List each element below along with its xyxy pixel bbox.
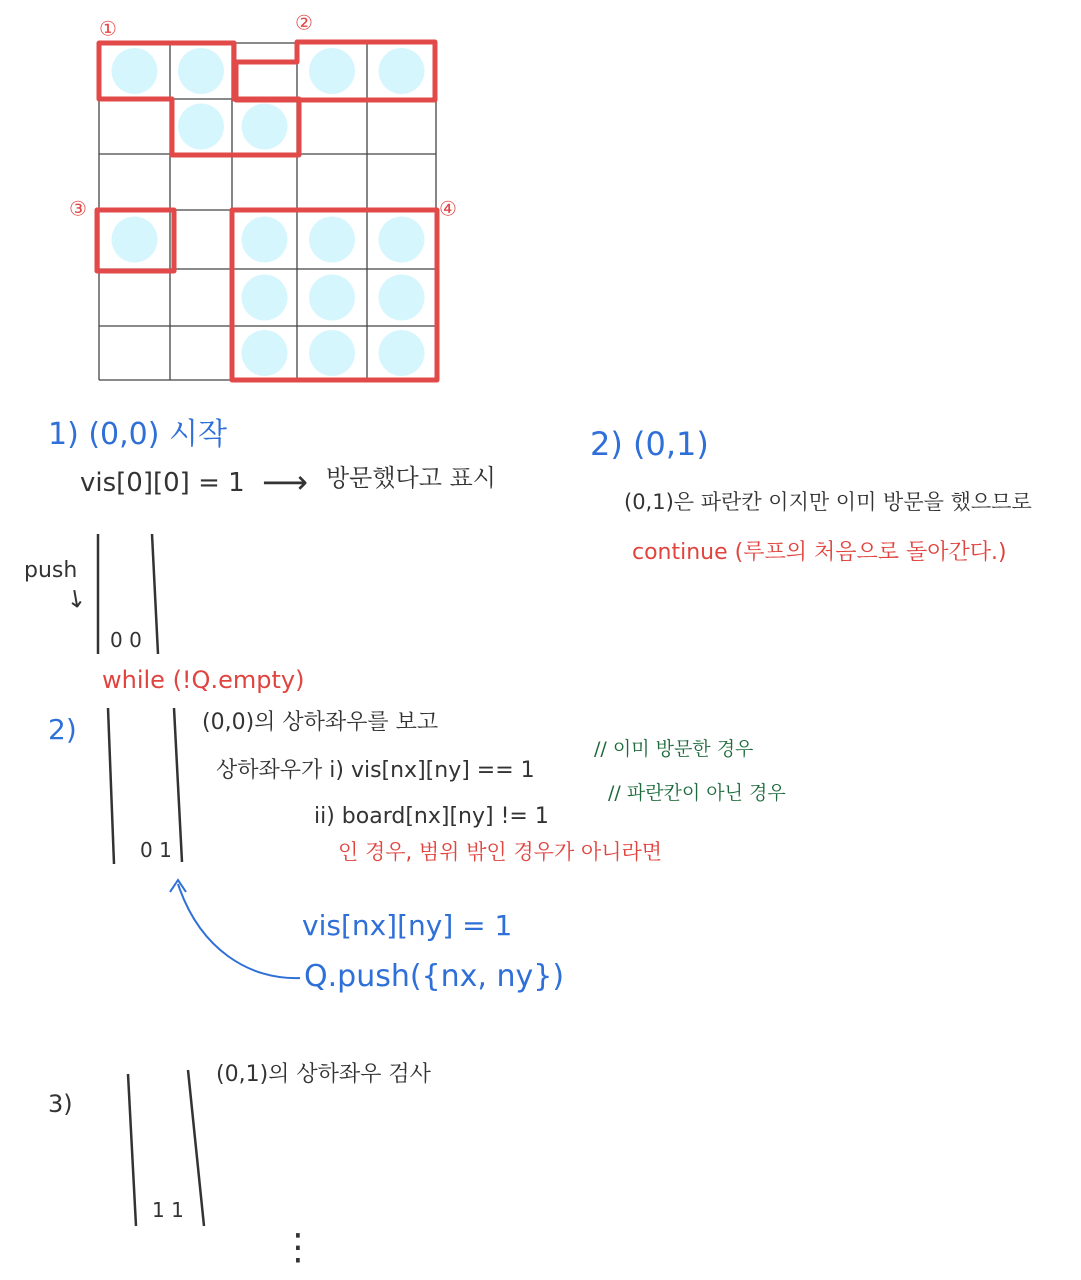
region-label: ① [99, 16, 117, 41]
right-title: 2) (0,1) [590, 425, 709, 463]
filled-cell [242, 275, 288, 321]
region-label: ② [295, 10, 313, 35]
step2-line2: 상하좌우가 i) vis[nx][ny] == 1 [216, 758, 535, 783]
queue-1-value: 0 0 [110, 628, 142, 652]
continuation-dots: ⋮ [280, 1227, 316, 1268]
step1-code: vis[0][0] = 1 [80, 468, 245, 498]
filled-cell [309, 275, 355, 321]
filled-cell [379, 48, 425, 94]
while-loop: while (!Q.empty) [102, 666, 305, 694]
step2-comment2: // 이미 방문한 경우 [594, 738, 754, 760]
filled-cell [178, 104, 224, 150]
filled-cell [379, 330, 425, 376]
push-arrow: ↘ [59, 580, 93, 616]
step2-line1: (0,0)의 상하좌우를 보고 [202, 710, 439, 735]
queue-2-value: 0 1 [140, 838, 172, 862]
filled-cell [379, 275, 425, 321]
step2-code2: Q.push({nx, ny}) [304, 959, 565, 994]
filled-cell [178, 48, 224, 94]
filled-cell [379, 217, 425, 263]
step1-title: 1) (0,0) 시작 [48, 417, 227, 452]
step2-comment3: // 파란칸이 아닌 경우 [608, 782, 786, 804]
step1-comment: 방문했다고 표시 [326, 464, 496, 492]
curved-arrow [160, 870, 320, 990]
region-label: ④ [439, 196, 457, 221]
filled-cell [242, 217, 288, 263]
push-label: push [24, 558, 78, 583]
step2-line4: 인 경우, 범위 밖인 경우가 아니라면 [338, 840, 663, 864]
region-outlines [97, 42, 437, 380]
filled-cell [112, 48, 158, 94]
filled-cell [242, 104, 288, 150]
filled-cell [112, 217, 158, 263]
region-label: ③ [69, 196, 87, 221]
step1-arrow: ⟶ [262, 463, 308, 501]
right-text2: continue (루프의 처음으로 돌아간다.) [632, 540, 1007, 565]
filled-cell [242, 330, 288, 376]
right-text1: (0,1)은 파란칸 이지만 이미 방문을 했으므로 [624, 490, 1032, 514]
step2-line3: ii) board[nx][ny] != 1 [314, 804, 549, 829]
step2-number: 2) [48, 713, 77, 746]
step3-text: (0,1)의 상하좌우 검사 [216, 1062, 431, 1087]
grid-diagram [0, 0, 1081, 400]
step3-number: 3) [48, 1090, 73, 1118]
queue-3-value: 1 1 [152, 1198, 184, 1222]
step2-code1: vis[nx][ny] = 1 [302, 909, 513, 942]
filled-cell [309, 330, 355, 376]
filled-cell [309, 217, 355, 263]
filled-cell [309, 48, 355, 94]
